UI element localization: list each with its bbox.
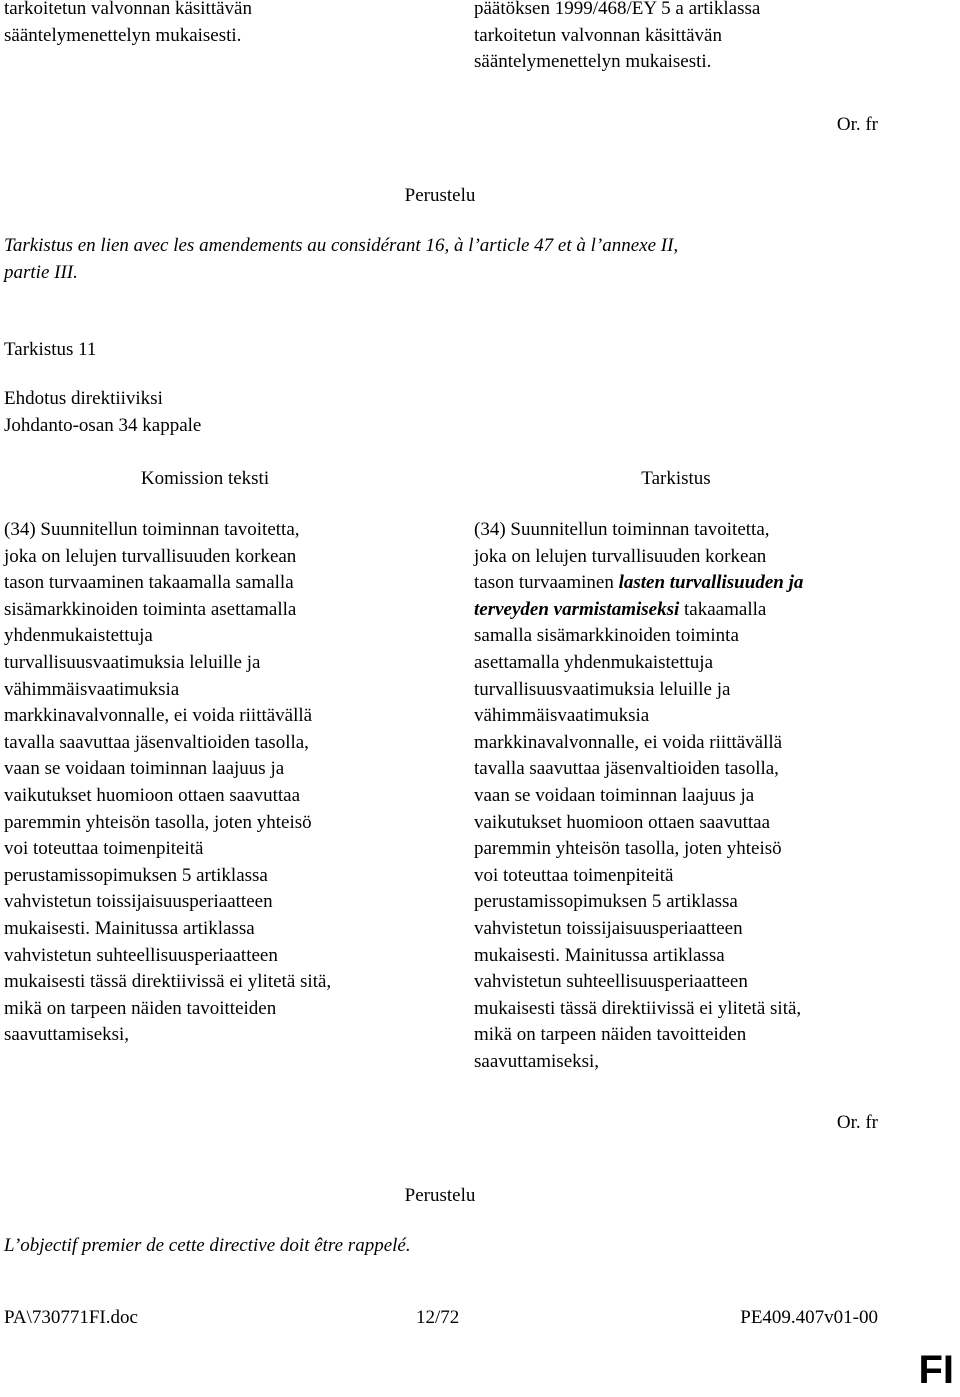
- text-line: (34) Suunnitellun toiminnan tavoitetta,: [474, 519, 770, 540]
- text-line: vaikutukset huomioon ottaen saavuttaa: [4, 784, 301, 806]
- amendment-heading: Tarkistus: [641, 468, 711, 489]
- language-code-mark: FI: [918, 1348, 954, 1392]
- text-line: mukaisesti. Mainitussa artiklassa: [474, 944, 725, 966]
- text-line: paremmin yhteisön tasolla, joten yhteisö: [4, 811, 312, 833]
- text-line: tason turvaaminen takaamalla samalla: [4, 572, 294, 594]
- justification-text: L’objectif premier de cette directive doit être rappelé.: [4, 1235, 411, 1256]
- footer-page-number: 12/72: [416, 1307, 460, 1328]
- text-line: mukaisesti. Mainitussa artiklassa: [4, 917, 255, 939]
- text-line: tarkoitetun valvonnan käsittävän: [474, 24, 722, 46]
- text-line: tavalla saavuttaa jäsenvaltioiden tasolla,: [474, 758, 779, 780]
- text-line: joka on lelujen turvallisuuden korkean: [474, 545, 767, 567]
- text-line: (34) Suunnitellun toiminnan tavoitetta,: [4, 519, 300, 540]
- text-line: päätöksen 1999/468/EY 5 a artiklassa: [474, 0, 761, 19]
- text-line: vähimmäisvaatimuksia: [4, 678, 180, 700]
- justification-heading: Perustelu: [404, 1185, 476, 1206]
- recital-label: Johdanto-osan 34 kappale: [4, 415, 202, 436]
- text-line: perustamissopimuksen 5 artiklassa: [474, 891, 738, 913]
- text-line: vaikutukset huomioon ottaen saavuttaa: [474, 811, 771, 833]
- text-line: joka on lelujen turvallisuuden korkean: [4, 545, 297, 567]
- text-line: tavalla saavuttaa jäsenvaltioiden tasolla,: [4, 731, 309, 753]
- text-line: partie III.: [4, 261, 78, 283]
- text-line: vahvistetun toissijaisuusperiaatteen: [474, 917, 743, 939]
- text-line: mukaisesti tässä direktiivissä ei ylitetä sitä,: [474, 997, 802, 1019]
- text-line: vahvistetun toissijaisuusperiaatteen: [4, 891, 273, 913]
- text-line: sääntelymenettelyn mukaisesti.: [474, 51, 712, 73]
- top-left-text: [4, 0, 424, 49]
- text-line: yhdenmukaistettuja: [4, 625, 153, 647]
- footer-doc-ref: PA\730771FI.doc: [4, 1307, 138, 1328]
- text-line: saavuttamiseksi,: [4, 1024, 130, 1046]
- inserted-text: lasten turvallisuuden ja: [618, 572, 804, 594]
- text-line: mikä on tarpeen näiden tavoitteiden: [4, 997, 277, 1019]
- text-line: saavuttamiseksi,: [474, 1050, 600, 1072]
- text-line: asettamalla yhdenmukaistettuja: [474, 651, 714, 673]
- text-segment: tason turvaaminen: [474, 572, 619, 594]
- commission-text-heading: Komission teksti: [140, 468, 270, 489]
- text-line: markkinavalvonnalle, ei voida riittävällä: [474, 731, 783, 753]
- text-line: paremmin yhteisön tasolla, joten yhteisö: [474, 838, 782, 860]
- commission-text-body: [4, 517, 424, 1049]
- text-line: samalla sisämarkkinoiden toiminta: [474, 625, 739, 647]
- text-line: voi toteuttaa toimenpiteitä: [474, 864, 674, 886]
- proposal-label: Ehdotus direktiiviksi: [4, 388, 163, 409]
- text-line: vaan se voidaan toiminnan laajuus ja: [474, 784, 755, 806]
- inserted-text: terveyden varmistamiseksi: [474, 598, 680, 620]
- text-line: voi toteuttaa toimenpiteitä: [4, 838, 204, 860]
- text-segment: takaamalla: [679, 598, 767, 620]
- text-line: markkinavalvonnalle, ei voida riittävällä: [4, 705, 313, 727]
- text-line: mikä on tarpeen näiden tavoitteiden: [474, 1024, 747, 1046]
- text-line: turvallisuusvaatimuksia leluille ja: [4, 651, 261, 673]
- text-line: perustamissopimuksen 5 artiklassa: [4, 864, 268, 886]
- text-line: vaan se voidaan toiminnan laajuus ja: [4, 758, 285, 780]
- justification-heading: Perustelu: [404, 185, 476, 206]
- text-line: Tarkistus en lien avec les amendements au considérant 16, à l’article 47 et à l’annexe II,: [4, 235, 679, 256]
- text-line: vahvistetun suhteellisuusperiaatteen: [4, 944, 278, 966]
- original-language: Or. fr: [836, 1112, 878, 1133]
- text-line: mukaisesti tässä direktiivissä ei ylitetä sitä,: [4, 971, 332, 993]
- text-line: sisämarkkinoiden toiminta asettamalla: [4, 598, 297, 620]
- original-language: Or. fr: [836, 114, 878, 135]
- amendment-text-body: [474, 517, 914, 1075]
- text-line: vahvistetun suhteellisuusperiaatteen: [474, 971, 748, 993]
- text-line: turvallisuusvaatimuksia leluille ja: [474, 678, 731, 700]
- top-right-text: [474, 0, 914, 76]
- text-line: [474, 597, 914, 624]
- justification-text: [4, 233, 904, 286]
- text-line: [474, 570, 914, 597]
- footer-pe-ref: PE409.407v01-00: [740, 1307, 878, 1328]
- text-line: sääntelymenettelyn mukaisesti.: [4, 24, 242, 46]
- amendment-title: Tarkistus 11: [4, 339, 97, 360]
- text-line: tarkoitetun valvonnan käsittävän: [4, 0, 252, 19]
- text-line: vähimmäisvaatimuksia: [474, 705, 650, 727]
